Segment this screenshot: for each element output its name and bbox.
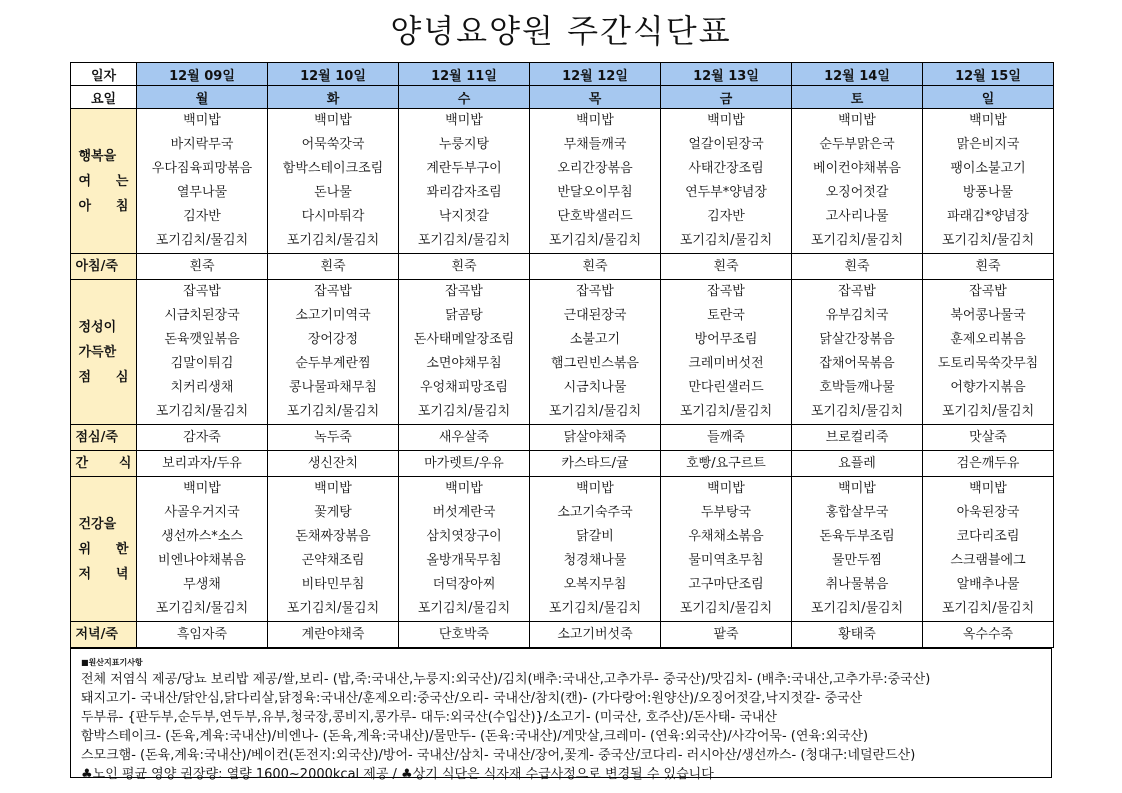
menu-item: 버섯계란국 [432, 505, 496, 520]
meal-label-text: 행복을 여 는 아 침 [78, 148, 129, 214]
date-cell: 12월 10일 [268, 63, 399, 86]
menu-item: 청경채나물 [563, 553, 627, 568]
menu-cell-items [268, 109, 398, 253]
day-cell: 금 [661, 86, 792, 109]
menu-item: 어묵쑥갓국 [301, 137, 365, 152]
menu-cell-items [268, 280, 398, 424]
menu-item: 바지락무국 [170, 137, 234, 152]
menu-item: 낙지젓갈 [438, 209, 490, 224]
menu-item: 백미밥 [445, 481, 483, 496]
meal-label [71, 425, 137, 451]
menu-cell [530, 254, 661, 280]
origin-note-box [70, 648, 1052, 782]
menu-item: 방풍나물 [962, 185, 1014, 200]
menu-item: 백미밥 [838, 113, 876, 128]
menu-item: 흰죽 [451, 259, 477, 274]
page-title: 양녕요양원 주간식단표 [390, 12, 732, 50]
menu-item: 열무나물 [176, 185, 228, 200]
menu-item: 닭곰탕 [445, 308, 483, 323]
menu-item: 삼치엿장구이 [426, 529, 502, 544]
menu-item: 소고기미역국 [295, 308, 371, 323]
meal-label-text: 점심/죽 [75, 430, 118, 445]
menu-item: 훈제오리볶음 [950, 332, 1026, 347]
menu-item: 잡채어묵볶음 [819, 356, 895, 371]
menu-item: 고구마단조림 [688, 577, 764, 592]
menu-cell [268, 451, 399, 477]
menu-item: 백미밥 [969, 481, 1007, 496]
menu-item: 오리간장볶음 [557, 161, 633, 176]
menu-cell [923, 477, 1054, 622]
date-row [71, 63, 1054, 86]
meal-row-lunch-porridge [71, 425, 1054, 451]
menu-item: 장어강정 [307, 332, 359, 347]
menu-item: 함박스테이크조림 [282, 161, 384, 176]
menu-item: 포기김치/물김치 [155, 601, 249, 616]
menu-item: 호빵/요구르트 [686, 456, 766, 471]
meal-label-text: 정성이 가득한 점 심 [78, 319, 129, 385]
menu-item: 물미역초무침 [688, 553, 764, 568]
menu-item: 소고기숙주국 [557, 505, 633, 520]
meal-label [71, 477, 137, 622]
menu-item: 치커리생채 [170, 380, 234, 395]
menu-item: 감자죽 [183, 430, 221, 445]
menu-item: 햄그린빈스볶음 [551, 356, 639, 371]
menu-item: 흰죽 [582, 259, 608, 274]
menu-cell [137, 109, 268, 254]
menu-item: 계란야채죽 [301, 627, 365, 642]
menu-cell [137, 280, 268, 425]
menu-item: 맛살죽 [969, 430, 1007, 445]
menu-item: 백미밥 [314, 113, 352, 128]
menu-item: 물만두찜 [831, 553, 883, 568]
menu-cell [268, 425, 399, 451]
menu-item: 포기김치/물김치 [548, 233, 642, 248]
origin-note-line: 돼지고기- 국내산/닭안심,닭다리살,닭정육:국내산/훈제오리:중국산/오리- 국내산/참치(캔)- (가다랑어:원양산)/오징어젓갈,낙지젓갈- 중국산 [81, 691, 863, 706]
menu-item: 시금치나물 [563, 380, 627, 395]
menu-item: 보리과자/두유 [162, 456, 242, 471]
menu-item: 포기김치/물김치 [286, 404, 380, 419]
meal-label [71, 622, 137, 648]
menu-item: 돈나물 [314, 185, 352, 200]
menu-cell [137, 254, 268, 280]
menu-item: 흰죽 [844, 259, 870, 274]
menu-item: 단호박샐러드 [557, 209, 633, 224]
menu-item: 닭갈비 [576, 529, 614, 544]
menu-cell [530, 109, 661, 254]
menu-item: 잡곡밥 [969, 284, 1007, 299]
menu-item: 우엉채피망조림 [420, 380, 508, 395]
date-cell: 12월 11일 [399, 63, 530, 86]
meal-row-lunch [71, 280, 1054, 425]
menu-item: 사태간장조림 [688, 161, 764, 176]
menu-item: 백미밥 [707, 113, 745, 128]
menu-cell [530, 622, 661, 648]
date-cell: 12월 15일 [923, 63, 1054, 86]
meal-label-text: 간 식 [75, 456, 132, 471]
menu-cell [137, 451, 268, 477]
menu-item: 백미밥 [183, 113, 221, 128]
menu-item: 카스타드/귤 [561, 456, 629, 471]
menu-item: 잡곡밥 [576, 284, 614, 299]
menu-item: 포기김치/물김치 [286, 233, 380, 248]
menu-item: 순두부계란찜 [295, 356, 371, 371]
menu-cell [923, 425, 1054, 451]
menu-item: 잡곡밥 [183, 284, 221, 299]
menu-item: 포기김치/물김치 [810, 601, 904, 616]
menu-item: 김말이튀김 [170, 356, 234, 371]
menu-item: 흰죽 [713, 259, 739, 274]
origin-note-line: 전체 저염식 제공/당뇨 보리밥 제공/쌀,보리- (밥,죽:국내산,누룽지:외국산)/김치(배추:국내산,고추가루- 중국산)/맛김치- (배추:국내산,고추가루:중국산) [81, 672, 931, 687]
menu-item: 포기김치/물김치 [810, 233, 904, 248]
menu-item: 소불고기 [569, 332, 621, 347]
menu-cell [792, 280, 923, 425]
menu-item: 얼갈이된장국 [688, 137, 764, 152]
menu-cell-items [399, 477, 529, 621]
menu-item: 황태죽 [838, 627, 876, 642]
menu-cell [661, 280, 792, 425]
menu-cell [268, 280, 399, 425]
meal-row-dinner [71, 477, 1054, 622]
menu-cell-items [268, 477, 398, 621]
menu-item: 백미밥 [576, 481, 614, 496]
date-cell: 12월 12일 [530, 63, 661, 86]
menu-item: 돈채짜장볶음 [295, 529, 371, 544]
menu-cell-items [530, 280, 660, 424]
menu-item: 포기김치/물김치 [417, 233, 511, 248]
menu-item: 백미밥 [707, 481, 745, 496]
date-row-label: 일자 [71, 63, 137, 86]
menu-cell [399, 477, 530, 622]
menu-item: 생선까스*소스 [161, 529, 243, 544]
menu-cell [399, 109, 530, 254]
date-cell: 12월 13일 [661, 63, 792, 86]
menu-cell [137, 425, 268, 451]
menu-item: 김자반 [707, 209, 745, 224]
menu-item: 알배추나물 [956, 577, 1020, 592]
menu-cell-items [530, 477, 660, 621]
menu-item: 백미밥 [838, 481, 876, 496]
meal-label [71, 254, 137, 280]
menu-item: 요플레 [838, 456, 876, 471]
menu-item: 단호박죽 [438, 627, 490, 642]
menu-item: 고사리나물 [825, 209, 889, 224]
menu-item: 곤약채조림 [301, 553, 365, 568]
menu-cell [661, 451, 792, 477]
menu-item: 흰죽 [189, 259, 215, 274]
menu-item: 포기김치/물김치 [155, 404, 249, 419]
menu-item: 잡곡밥 [445, 284, 483, 299]
menu-item: 포기김치/물김치 [679, 601, 773, 616]
menu-item: 아욱된장국 [956, 505, 1020, 520]
menu-item: 들깨죽 [707, 430, 745, 445]
menu-cell [137, 477, 268, 622]
menu-cell-items [399, 109, 529, 253]
meal-label-text: 아침/죽 [75, 259, 118, 274]
menu-item: 포기김치/물김치 [810, 404, 904, 419]
menu-item: 포기김치/물김치 [941, 233, 1035, 248]
menu-item: 포기김치/물김치 [548, 601, 642, 616]
menu-item: 포기김치/물김치 [417, 404, 511, 419]
menu-item: 만다린샐러드 [688, 380, 764, 395]
menu-cell-items [792, 477, 922, 621]
menu-item: 방어무조림 [694, 332, 758, 347]
menu-cell [530, 280, 661, 425]
menu-item: 포기김치/물김치 [155, 233, 249, 248]
menu-item: 꽈리감자조림 [426, 185, 502, 200]
menu-item: 콩나물파채무침 [289, 380, 377, 395]
menu-item: 우다짐육피망볶음 [151, 161, 253, 176]
menu-item: 두부탕국 [700, 505, 752, 520]
menu-item: 백미밥 [183, 481, 221, 496]
menu-cell [399, 451, 530, 477]
menu-item: 백미밥 [445, 113, 483, 128]
menu-item: 토란국 [707, 308, 745, 323]
menu-cell-items [923, 109, 1053, 253]
menu-item: 어향가지볶음 [950, 380, 1026, 395]
menu-item: 꽃게탕 [314, 505, 352, 520]
menu-cell-items [399, 280, 529, 424]
menu-cell [399, 254, 530, 280]
menu-item: 돈육깻잎볶음 [164, 332, 240, 347]
menu-cell [661, 622, 792, 648]
menu-cell [268, 622, 399, 648]
meal-label [71, 109, 137, 254]
menu-cell-items [792, 109, 922, 253]
date-cell: 12월 14일 [792, 63, 923, 86]
menu-item: 잡곡밥 [838, 284, 876, 299]
menu-item: 근대된장국 [563, 308, 627, 323]
menu-item: 맑은비지국 [956, 137, 1020, 152]
menu-cell [792, 109, 923, 254]
menu-cell [923, 109, 1054, 254]
menu-item: 북어콩나물국 [950, 308, 1026, 323]
menu-item: 베이컨야채볶음 [813, 161, 901, 176]
menu-item: 연두부*양념장 [685, 185, 767, 200]
meal-label-text: 저녁/죽 [75, 627, 118, 642]
menu-item: 순두부맑은국 [819, 137, 895, 152]
menu-item: 백미밥 [314, 481, 352, 496]
menu-cell [923, 280, 1054, 425]
menu-cell [399, 425, 530, 451]
menu-item: 돈사태메알장조림 [413, 332, 515, 347]
menu-item: 닭살간장볶음 [819, 332, 895, 347]
menu-item: 돈육두부조림 [819, 529, 895, 544]
menu-cell [792, 451, 923, 477]
menu-item: 계란두부구이 [426, 161, 502, 176]
menu-cell-items [661, 477, 791, 621]
day-cell: 수 [399, 86, 530, 109]
menu-cell [268, 254, 399, 280]
meal-row-dinner-porridge [71, 622, 1054, 648]
menu-cell-items [137, 280, 267, 424]
menu-item: 더덕장아찌 [432, 577, 496, 592]
menu-cell [661, 477, 792, 622]
menu-cell [661, 425, 792, 451]
day-cell: 일 [923, 86, 1054, 109]
menu-item: 포기김치/물김치 [286, 601, 380, 616]
menu-item: 잡곡밥 [314, 284, 352, 299]
menu-item: 취나물볶음 [825, 577, 889, 592]
menu-item: 포기김치/물김치 [941, 601, 1035, 616]
origin-note-line: 스모크햄- (돈육,계육:국내산)/베이컨(돈전지:외국산)/방어- 국내산/삼치- 국내산/장어,꽃게- 중국산/코다리- 러시아산/생선까스- (청대구:네덜란드산) [81, 748, 916, 763]
menu-item: 누룽지탕 [438, 137, 490, 152]
menu-item: 흰죽 [320, 259, 346, 274]
menu-item: 김자반 [183, 209, 221, 224]
menu-item: 새우살죽 [438, 430, 490, 445]
menu-cell-items [530, 109, 660, 253]
menu-cell-items [661, 280, 791, 424]
menu-item: 호박들깨나물 [819, 380, 895, 395]
menu-item: 반달오이무침 [557, 185, 633, 200]
menu-item: 우채채소볶음 [688, 529, 764, 544]
menu-cell-items [792, 280, 922, 424]
menu-item: 오징어젓갈 [825, 185, 889, 200]
menu-item: 비타민무침 [301, 577, 365, 592]
menu-item: 코다리조림 [956, 529, 1020, 544]
menu-item: 도토리묵쑥갓무침 [937, 356, 1039, 371]
menu-item: 녹두죽 [314, 430, 352, 445]
origin-note-line: 함박스테이크- (돈육,계육:국내산)/비엔나- (돈육,계육:국내산)/물만두- (돈육:국내산)/게맛살,크레미- (연육:외국산)/사각어묵- (연육:외국산) [81, 729, 869, 744]
menu-cell [530, 477, 661, 622]
meal-label-text: 건강을 위 한 저 녁 [78, 516, 129, 582]
menu-item: 오복지무침 [563, 577, 627, 592]
date-cell: 12월 09일 [137, 63, 268, 86]
menu-cell [268, 477, 399, 622]
menu-item: 올방개묵무침 [426, 553, 502, 568]
menu-cell [792, 425, 923, 451]
meal-row-breakfast [71, 109, 1054, 254]
menu-item: 검은깨두유 [956, 456, 1020, 471]
menu-item: 무생채 [183, 577, 221, 592]
menu-item: 파래김*양념장 [947, 209, 1029, 224]
menu-item: 유부김치국 [825, 308, 889, 323]
meal-label [71, 280, 137, 425]
menu-item: 사골우거지국 [164, 505, 240, 520]
menu-item: 비엔나야채볶음 [158, 553, 246, 568]
menu-item: 팽이소불고기 [950, 161, 1026, 176]
meal-row-breakfast-porridge [71, 254, 1054, 280]
origin-note-line: ♣노인 평균 영양 권장량: 열량 1600~2000kcal 제공 / ♣상기 식단은 식자재 수급사정으로 변경될 수 있습니다 [81, 767, 714, 782]
menu-item: 백미밥 [969, 113, 1007, 128]
menu-item: 흰죽 [975, 259, 1001, 274]
menu-cell [530, 451, 661, 477]
menu-cell [661, 254, 792, 280]
meal-label [71, 451, 137, 477]
day-cell: 월 [137, 86, 268, 109]
menu-cell [792, 477, 923, 622]
menu-item: 크레미버섯전 [688, 356, 764, 371]
menu-cell-items [137, 109, 267, 253]
menu-cell [923, 451, 1054, 477]
menu-item: 백미밥 [576, 113, 614, 128]
menu-item: 포기김치/물김치 [679, 404, 773, 419]
menu-item: 소고기버섯죽 [557, 627, 633, 642]
day-cell: 토 [792, 86, 923, 109]
menu-item: 잡곡밥 [707, 284, 745, 299]
menu-cell [923, 254, 1054, 280]
menu-item: 마가렛트/우유 [424, 456, 504, 471]
menu-cell [792, 254, 923, 280]
menu-item: 무채들깨국 [563, 137, 627, 152]
menu-item: 홍합살무국 [825, 505, 889, 520]
menu-cell [399, 280, 530, 425]
menu-cell [923, 622, 1054, 648]
menu-cell [137, 622, 268, 648]
menu-cell-items [661, 109, 791, 253]
menu-cell [530, 425, 661, 451]
day-row [71, 86, 1054, 109]
menu-item: 포기김치/물김치 [679, 233, 773, 248]
menu-item: 스크램블에그 [950, 553, 1026, 568]
menu-cell-items [923, 280, 1053, 424]
origin-note-title: ■원산지표기사항 [81, 658, 143, 667]
meal-row-snack [71, 451, 1054, 477]
menu-item: 팥죽 [713, 627, 739, 642]
menu-cell [268, 109, 399, 254]
weekly-menu-table [70, 62, 1054, 648]
menu-item: 포기김치/물김치 [941, 404, 1035, 419]
menu-item: 닭살야채죽 [563, 430, 627, 445]
menu-item: 포기김치/물김치 [417, 601, 511, 616]
origin-note-line: 두부류- {판두부,순두부,연두부,유부,청국장,콩비지,콩가루- 대두:외국산(수입산)}/소고기- (미국산, 호주산)/돈사태- 국내산 [81, 710, 777, 725]
menu-item: 브로컬리죽 [825, 430, 889, 445]
day-cell: 화 [268, 86, 399, 109]
menu-item: 흑임자죽 [176, 627, 228, 642]
menu-item: 소면야채무침 [426, 356, 502, 371]
menu-cell [792, 622, 923, 648]
day-cell: 목 [530, 86, 661, 109]
menu-item: 시금치된장국 [164, 308, 240, 323]
menu-cell [399, 622, 530, 648]
menu-item: 옥수수죽 [962, 627, 1014, 642]
menu-item: 생신잔치 [307, 456, 359, 471]
menu-cell [661, 109, 792, 254]
day-row-label: 요일 [71, 86, 137, 109]
menu-cell-items [923, 477, 1053, 621]
menu-cell-items [137, 477, 267, 621]
menu-item: 다시마튀각 [301, 209, 365, 224]
menu-item: 포기김치/물김치 [548, 404, 642, 419]
